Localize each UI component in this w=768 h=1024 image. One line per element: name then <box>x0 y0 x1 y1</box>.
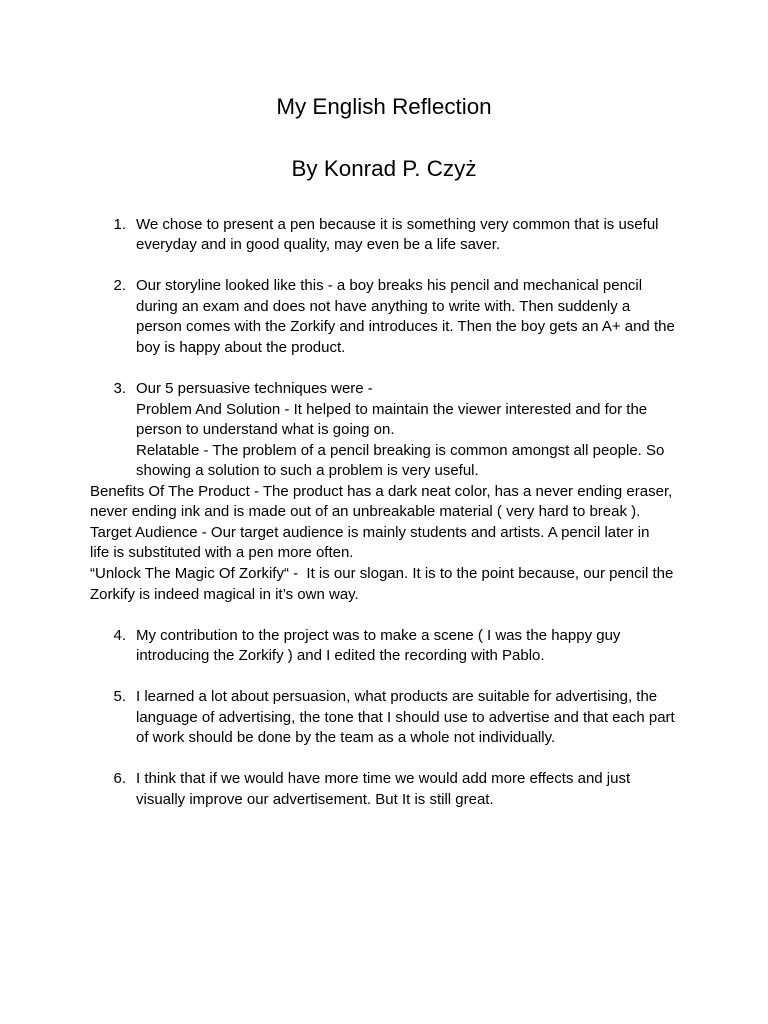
list-item-line: showing a solution to such a problem is very useful. <box>136 462 479 480</box>
list-item-continuation-line: life is substituted with a pen more often. <box>90 544 354 562</box>
list-item-6 <box>90 769 710 810</box>
list-item-line: of work should be done by the team as a whole not individually. <box>136 729 556 747</box>
document-title: My English Reflection <box>276 94 492 119</box>
list-item-5 <box>90 687 710 749</box>
list-item-number: 5. <box>113 688 126 706</box>
list-item-2 <box>90 276 710 358</box>
list-item-line: everyday and in good quality, may even be a life saver. <box>136 236 501 254</box>
list-item-line: introducing the Zorkify ) and I edited the recording with Pablo. <box>136 647 545 665</box>
list-item-continuation-line: never ending ink and is made out of an unbreakable material ( very hard to break ). <box>90 503 641 521</box>
list-item-line: I learned a lot about persuasion, what products are suitable for advertising, the <box>136 688 658 706</box>
list-item-line: boy is happy about the product. <box>136 338 346 356</box>
list-item-4 <box>90 626 710 667</box>
list-item-line: Our storyline looked like this - a boy breaks his pencil and mechanical pencil <box>136 277 643 295</box>
list-item-line: visually improve our advertisement. But It is still great. <box>136 790 494 808</box>
list-item-line: I think that if we would have more time we would add more effects and just <box>136 770 631 788</box>
list-item-line: We chose to present a pen because it is something very common that is useful <box>136 215 659 233</box>
list-item-continuation-line: Zorkify is indeed magical in it’s own way. <box>90 585 359 603</box>
list-item-number: 2. <box>113 277 126 295</box>
list-item-continuation-line: Benefits Of The Product - The product has a dark neat color, has a never ending eraser, <box>90 482 673 500</box>
list-item-line: person comes with the Zorkify and introduces it. Then the boy gets an A+ and the <box>136 318 675 336</box>
list-item-line: Our 5 persuasive techniques were - <box>136 380 373 398</box>
list-item-number: 6. <box>113 770 126 788</box>
list-item-line: My contribution to the project was to make a scene ( I was the happy guy <box>136 626 621 644</box>
list-item-continuation-line: “Unlock The Magic Of Zorkify“ - It is our slogan. It is to the point because, our pencil the <box>90 564 674 582</box>
document-byline: By Konrad P. Czyż <box>291 156 477 181</box>
list-item-continuation-line: Target Audience - Our target audience is mainly students and artists. A pencil later in <box>90 523 650 541</box>
list-item-line: language of advertising, the tone that I should use to advertise and that each part <box>136 708 675 726</box>
reflection-list <box>90 215 710 831</box>
list-item-3 <box>90 379 710 605</box>
list-item-1 <box>90 215 710 256</box>
list-item-line: person to understand what is going on. <box>136 421 395 439</box>
list-item-number: 3. <box>113 380 126 398</box>
list-item-number: 4. <box>113 626 126 644</box>
list-item-line: Relatable - The problem of a pencil breaking is common amongst all people. So <box>136 441 665 459</box>
list-item-line: during an exam and does not have anything to write with. Then suddenly a <box>136 297 631 315</box>
list-item-line: Problem And Solution - It helped to maintain the viewer interested and for the <box>136 400 648 418</box>
list-item-number: 1. <box>113 215 126 233</box>
